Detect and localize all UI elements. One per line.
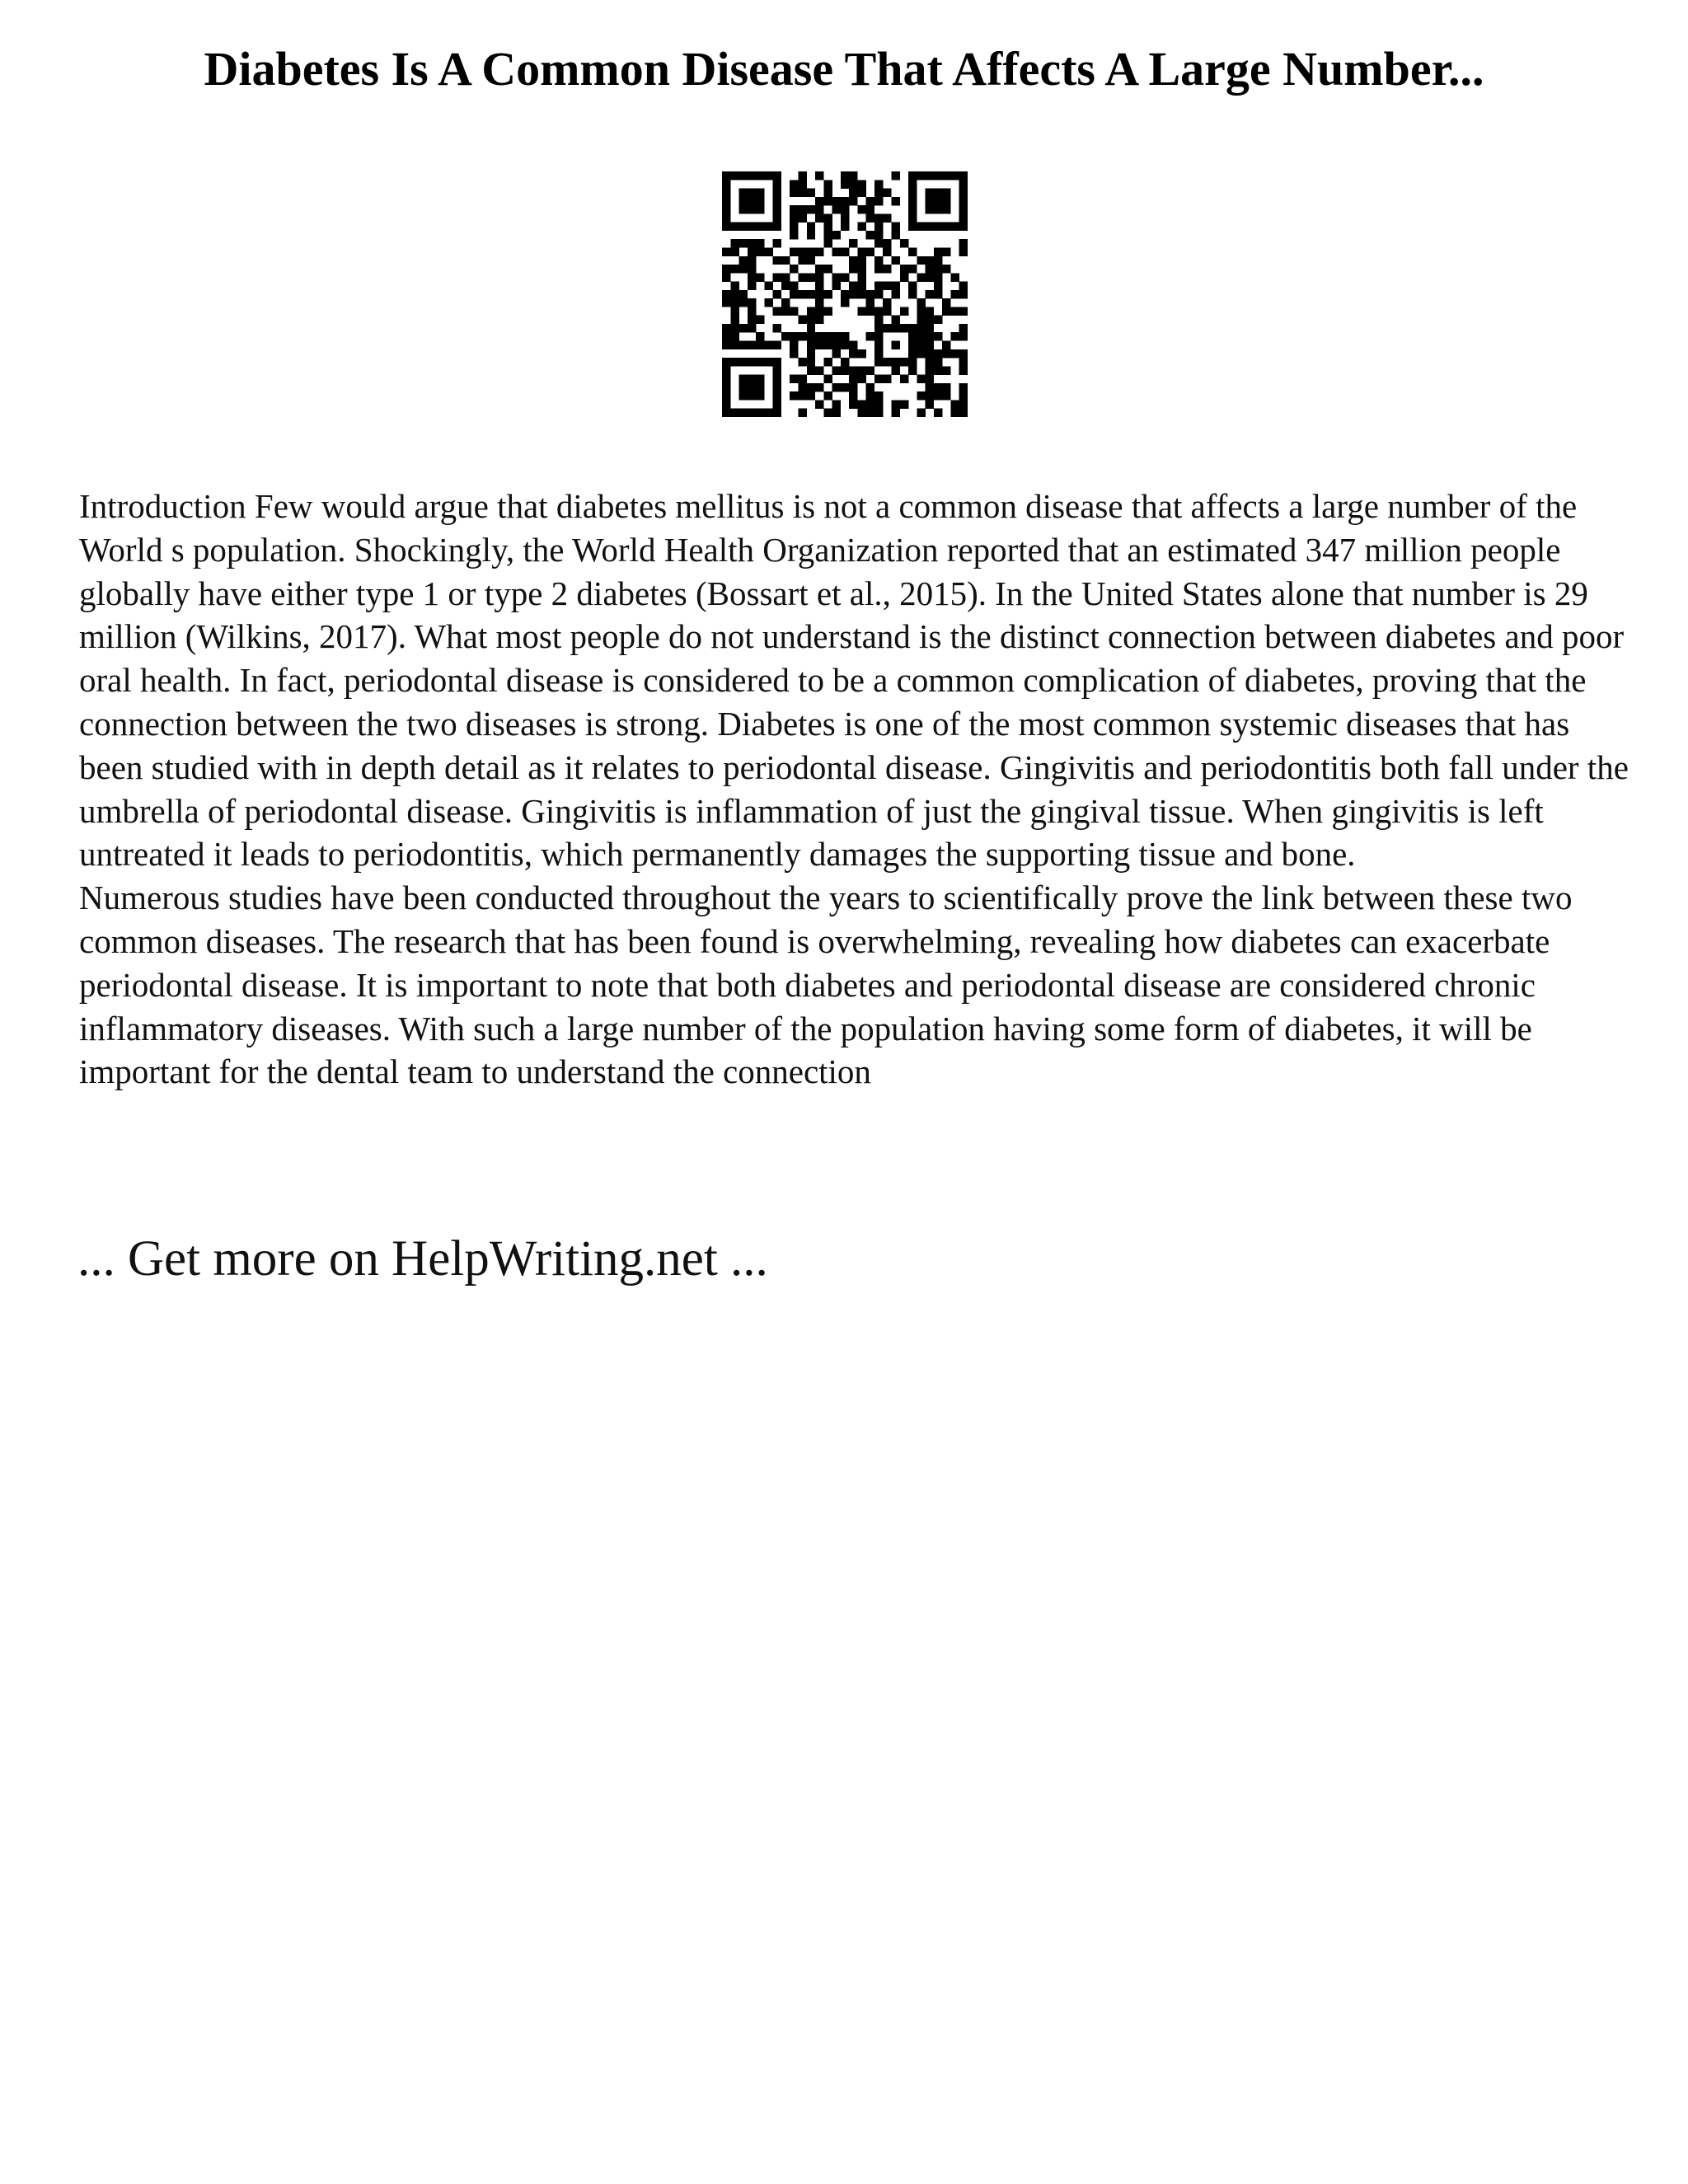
qr-code-icon bbox=[722, 171, 968, 417]
article-body bbox=[79, 485, 1629, 1094]
document-title: Diabetes Is A Common Disease That Affects A Large Number... bbox=[204, 42, 1484, 96]
paragraph-studies: Numerous studies have been conducted throughout the years to scientifically prove the link between these two common diseases. The research that has been found is overwhelming, revealing how diabetes can exacerbate periodontal disease. It is important to note that both diabetes and periodontal disease are considered chronic inflammatory diseases. With such a large number of the population having some form of diabetes, it will be important for the dental team to understand the connection bbox=[79, 879, 1573, 1091]
get-more-link[interactable]: ... Get more on HelpWriting.net ... bbox=[77, 1231, 768, 1286]
paragraph-introduction: Introduction Few would argue that diabetes mellitus is not a common disease that affects a large number of the World s population. Shockingly, the World Health Organization reported that an estimated 347 million people globally have either type 1 or type 2 diabetes (Bossart et al., 2015). In the United States alone that number is 29 million (Wilkins, 2017). What most people do not understand is the distinct connection between diabetes and poor oral health. In fact, periodontal disease is considered to be a common complication of diabetes, proving that the connection between the two diseases is strong. Diabetes is one of the most common systemic diseases that has been studied with in depth detail as it relates to periodontal disease. Gingivitis and periodontitis both fall under the umbrella of periodontal disease. Gingivitis is inflammation of just the gingival tissue. When gingivitis is left untreated it leads to periodontitis, which permanently damages the supporting tissue and bone. bbox=[79, 487, 1629, 874]
